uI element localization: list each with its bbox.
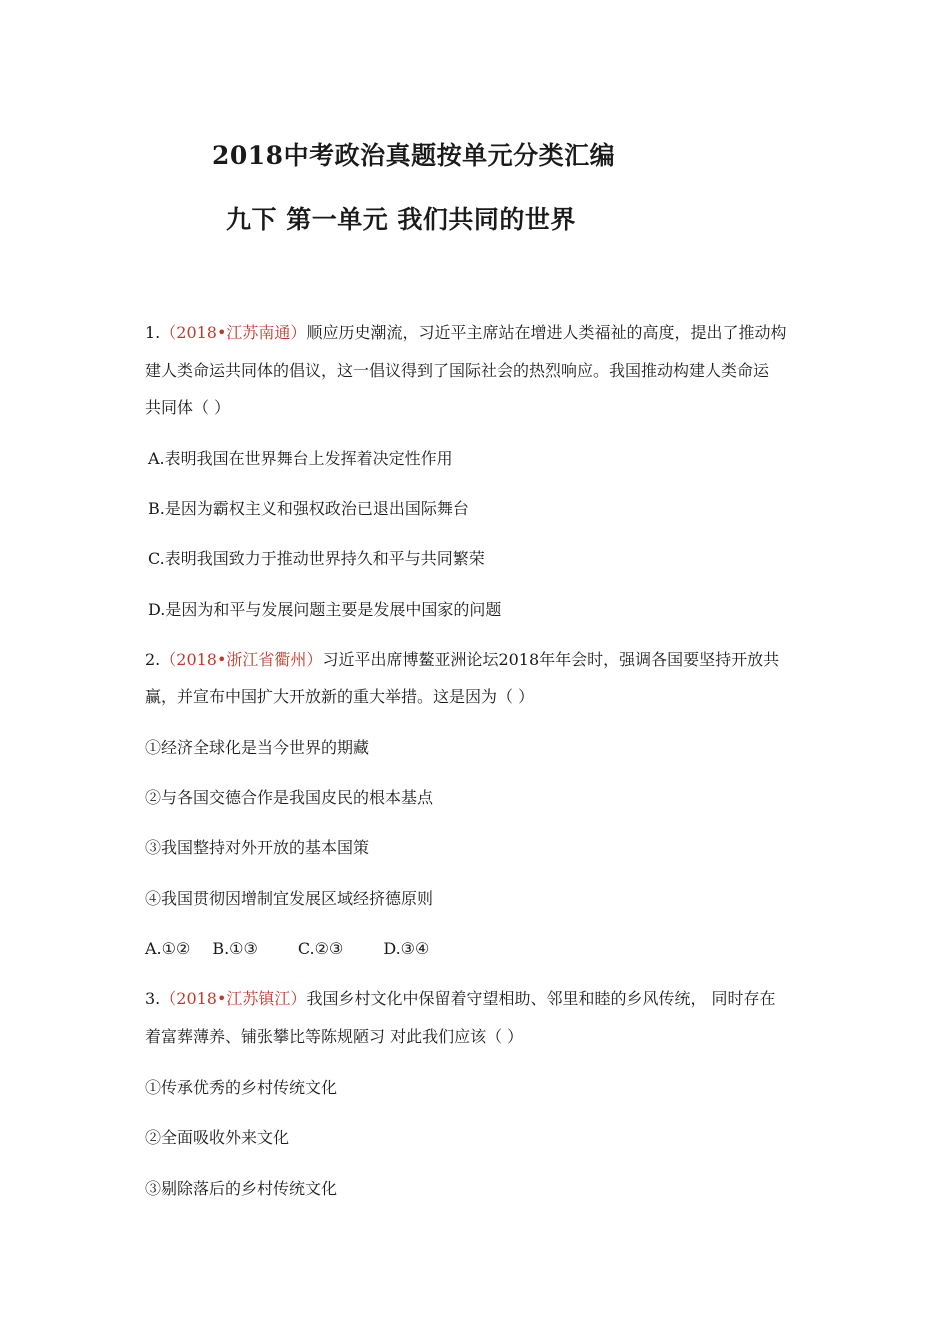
- question-2-choices: [145, 938, 429, 960]
- question-2-text: 习近平出席博鳌亚洲论坛2018年年会时，强调各国要坚持开放共: [322, 650, 780, 669]
- question-1-number: 1.: [145, 323, 161, 342]
- question-1-line-3: 共同体（ ）: [145, 398, 231, 417]
- question-1-option-a: A.表明我国在世界舞台上发挥着决定性作用: [148, 449, 453, 468]
- question-1-option-b: B.是因为霸权主义和强权政治已退出国际舞台: [148, 499, 469, 518]
- question-3-text: 我国乡村文化中保留着守望相助、邻里和睦的乡风传统， 同时存在: [306, 989, 776, 1008]
- question-3-source: （2018•江苏镇江）: [160, 989, 307, 1008]
- question-2-choice-c: C.②③: [297, 939, 344, 958]
- question-1-source: （2018•江苏南通）: [160, 323, 307, 342]
- question-2-item-4: ④我国贯彻因增制宜发展区域经挤德原则: [145, 889, 434, 908]
- question-2-line-1: [145, 649, 779, 671]
- question-3-item-3: ③剔除落后的乡村传统文化: [145, 1179, 338, 1198]
- question-2-item-3: ③我国整持对外开放的基本国策: [145, 838, 370, 857]
- question-1-text: 顺应历史潮流，习近平主席站在增进人类福祉的高度，提出了推动构: [306, 323, 787, 342]
- question-3-item-1: ①传承优秀的乡村传统文化: [145, 1078, 338, 1097]
- question-2-choice-a: A.①②: [145, 939, 191, 958]
- document-subtitle: 九下 第一单元 我们共同的世界: [226, 205, 576, 234]
- question-2-source: （2018•浙江省衢州）: [160, 650, 323, 669]
- question-1-line-1: [145, 322, 786, 344]
- question-2-number: 2.: [145, 650, 161, 669]
- question-1-line-2: 建人类命运共同体的倡议，这一倡议得到了国际社会的热烈响应。我国推动构建人类命运: [145, 361, 770, 380]
- question-1-option-d: D.是因为和平与发展问题主要是发展中国家的问题: [148, 600, 502, 619]
- question-3-number: 3.: [145, 989, 161, 1008]
- question-3-line-2: 着富葬薄养、铺张攀比等陈规陋习 对此我们应该（ ）: [145, 1027, 524, 1046]
- question-1-option-c: C.表明我国致力于推动世界持久和平与共同繁荣: [148, 549, 485, 568]
- question-2-line-2: 赢，并宣布中国扩大开放新的重大举措。这是因为（ ）: [145, 687, 535, 706]
- question-3-item-2: ②全面吸收外来文化: [145, 1128, 290, 1147]
- document-title: 2018中考政治真题按单元分类汇编: [212, 141, 616, 170]
- question-2-item-1: ①经济全球化是当今世界的期藏: [145, 738, 370, 757]
- question-2-choice-b: B.①③: [212, 939, 258, 958]
- question-2-choice-d: D.③④: [383, 939, 430, 958]
- question-2-item-2: ②与各国交德合作是我国皮民的根本基点: [145, 788, 434, 807]
- question-3-line-1: [145, 988, 776, 1010]
